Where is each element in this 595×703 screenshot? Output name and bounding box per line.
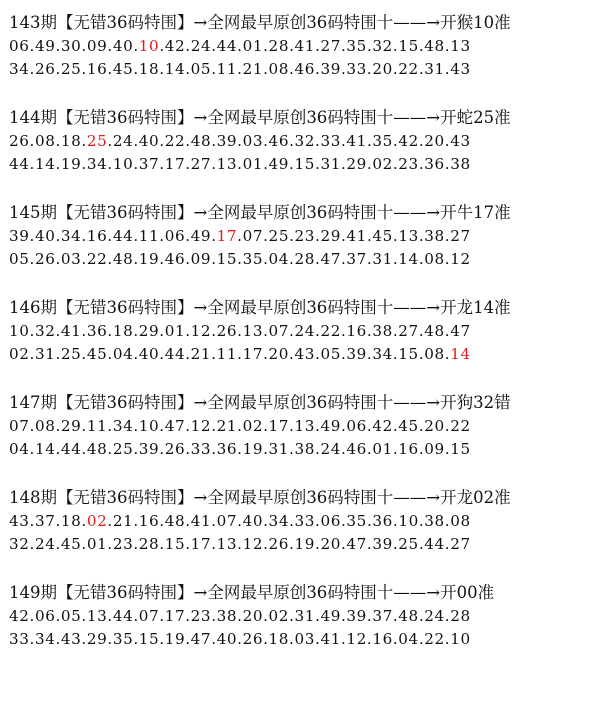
number-row-2 (9, 628, 589, 651)
period-title: 149期【无错36码特围】→全网最早原创36码特围十——→开00准 (9, 583, 495, 602)
period-title: 145期【无错36码特围】→全网最早原创36码特围十——→开牛17准 (9, 203, 511, 222)
number-row-2 (9, 58, 589, 81)
number-row-2 (9, 533, 589, 556)
numbers: 39.40.34.16.44.11.06.49. (9, 227, 217, 245)
prediction-document (9, 11, 589, 676)
number-row-1 (9, 225, 589, 248)
numbers: 05.26.03.22.48.19.46.09.15.35.04.28.47.37.31.14.08.12 (9, 250, 471, 268)
period-block-143 (9, 11, 589, 81)
number-row-1 (9, 35, 589, 58)
winning-number: 17 (216, 227, 238, 245)
numbers: 04.14.44.48.25.39.26.33.36.19.31.38.24.46.01.16.09.15 (9, 440, 471, 458)
numbers: 33.34.43.29.35.15.19.47.40.26.18.03.41.12.16.04.22.10 (9, 630, 471, 648)
number-row-1 (9, 415, 589, 438)
numbers: 26.08.18. (9, 132, 87, 150)
number-row-1 (9, 510, 589, 533)
numbers: .21.16.48.41.07.40.34.33.06.35.36.10.38.08 (107, 512, 471, 530)
winning-number: 25 (86, 132, 108, 150)
number-row-2 (9, 248, 589, 271)
numbers: .24.40.22.48.39.03.46.32.33.41.35.42.20.43 (107, 132, 471, 150)
winning-number: 02 (86, 512, 108, 530)
numbers: 42.06.05.13.44.07.17.23.38.20.02.31.49.39.37.48.24.28 (9, 607, 471, 625)
period-title: 144期【无错36码特围】→全网最早原创36码特围十——→开蛇25准 (9, 108, 511, 127)
numbers: 32.24.45.01.23.28.15.17.13.12.26.19.20.47.39.25.44.27 (9, 535, 471, 553)
period-block-149 (9, 581, 589, 651)
numbers: 44.14.19.34.10.37.17.27.13.01.49.15.31.29.02.23.36.38 (9, 155, 471, 173)
period-block-145 (9, 201, 589, 271)
numbers: 10.32.41.36.18.29.01.12.26.13.07.24.22.16.38.27.48.47 (9, 322, 471, 340)
winning-number: 10 (138, 37, 160, 55)
numbers: .07.25.23.29.41.45.13.38.27 (237, 227, 471, 245)
numbers: 07.08.29.11.34.10.47.12.21.02.17.13.49.06.42.45.20.22 (9, 417, 471, 435)
number-row-1 (9, 320, 589, 343)
number-row-1 (9, 605, 589, 628)
period-block-144 (9, 106, 589, 176)
numbers: 34.26.25.16.45.18.14.05.11.21.08.46.39.33.20.22.31.43 (9, 60, 471, 78)
numbers: 43.37.18. (9, 512, 87, 530)
period-block-147 (9, 391, 589, 461)
winning-number: 14 (450, 345, 471, 363)
number-row-2 (9, 438, 589, 461)
numbers: .42.24.44.01.28.41.27.35.32.15.48.13 (159, 37, 471, 55)
numbers: 06.49.30.09.40. (9, 37, 139, 55)
numbers: 02.31.25.45.04.40.44.21.11.17.20.43.05.39.34.15.08. (9, 345, 451, 363)
period-title: 143期【无错36码特围】→全网最早原创36码特围十——→开猴10准 (9, 13, 511, 32)
period-block-146 (9, 296, 589, 366)
period-block-148 (9, 486, 589, 556)
number-row-2 (9, 343, 589, 366)
number-row-2 (9, 153, 589, 176)
period-title: 146期【无错36码特围】→全网最早原创36码特围十——→开龙14准 (9, 298, 511, 317)
period-title: 147期【无错36码特围】→全网最早原创36码特围十——→开狗32错 (9, 393, 511, 412)
period-title: 148期【无错36码特围】→全网最早原创36码特围十——→开龙02准 (9, 488, 511, 507)
number-row-1 (9, 130, 589, 153)
